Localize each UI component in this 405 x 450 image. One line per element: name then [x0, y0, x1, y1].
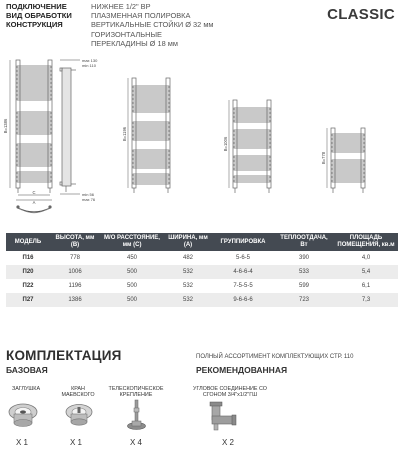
plug-image [6, 402, 40, 428]
item-qty-plug: Х 1 [16, 438, 29, 447]
table-row [6, 279, 398, 293]
front-drawing-p22 [128, 78, 170, 193]
cell-height: 778 [50, 251, 100, 265]
side-dim-top-min: min 110 [82, 63, 96, 68]
side-dim-bottom-max: max 76 [82, 197, 96, 202]
front-drawing-p16 [327, 128, 365, 193]
table-header-row [6, 233, 398, 251]
item-label-telescopic-bracket: ТЕЛЕСКОПИЧЕСКОЕ КРЕПЛЕНИЕ [108, 386, 164, 399]
col-model: МОДЕЛЬ [6, 233, 50, 251]
front-drawing-p20 [229, 100, 271, 193]
kit-full-range-note: ПОЛНЫЙ АССОРТИМЕНТ КОМПЛЕКТУЮЩИХ СТР. 110 [196, 354, 354, 360]
col-grouping: ГРУППИРОВКА [212, 233, 274, 251]
cell-width: 532 [164, 279, 212, 293]
cell-model: П16 [6, 251, 50, 265]
cell-room-area: 5,4 [334, 265, 398, 279]
cell-distance: 500 [100, 279, 164, 293]
side-view-drawing [60, 60, 80, 194]
dim-height-p16: B=778 [321, 151, 326, 165]
cell-distance: 500 [100, 293, 164, 307]
dim-height-main: B=1386 [3, 118, 8, 134]
cell-width: 532 [164, 265, 212, 279]
cell-grouping: 4-6-6-4 [212, 265, 274, 279]
dim-height-p20: B=1006 [223, 136, 228, 152]
cell-heat-output: 390 [274, 251, 334, 265]
value-construction-2: ГОРИЗОНТАЛЬНЫЕ [91, 29, 162, 39]
cell-room-area: 4,0 [334, 251, 398, 265]
cell-model: П27 [6, 293, 50, 307]
cell-height: 1196 [50, 279, 100, 293]
cell-room-area: 6,1 [334, 279, 398, 293]
col-height: ВЫСОТА, мм (B) [50, 233, 100, 251]
col-heat-output: ТЕПЛООТДАЧА, Вт [274, 233, 334, 251]
col-width: ШИРИНА, мм (A) [164, 233, 212, 251]
front-drawing-p27 [10, 60, 52, 213]
spec-values [91, 2, 214, 48]
col-distance: М/О РАССТОЯНИЕ, мм (C) [100, 233, 164, 251]
cell-width: 532 [164, 293, 212, 307]
cell-heat-output: 599 [274, 279, 334, 293]
kit-recommended-heading: РЕКОМЕНДОВАННАЯ [196, 365, 288, 375]
item-qty-mayevsky-valve: Х 1 [70, 438, 83, 447]
side-dim-top-max: max 130 [82, 58, 98, 63]
item-qty-angle-connector: Х 2 [222, 438, 235, 447]
technical-drawings [0, 56, 405, 226]
table-row [6, 251, 398, 265]
label-finish: ВИД ОБРАБОТКИ [6, 11, 72, 21]
table-row [6, 293, 398, 307]
value-connection: НИЖНЕЕ 1/2" ВР [91, 2, 151, 11]
dim-a: A [32, 200, 36, 205]
col-room-area: ПЛОЩАДЬ ПОМЕЩЕНИЯ, кв.м [334, 233, 398, 251]
spec-labels [6, 2, 72, 30]
table-row [6, 265, 398, 279]
cell-grouping: 7-5-5-5 [212, 279, 274, 293]
value-construction-3: ПЕРЕКЛАДИНЫ Ø 18 мм [91, 38, 178, 48]
value-finish: ПЛАЗМЕННАЯ ПОЛИРОВКА [91, 11, 191, 21]
cell-model: П22 [6, 279, 50, 293]
specification-table [6, 233, 398, 307]
kit-title: КОМПЛЕКТАЦИЯ [6, 348, 122, 363]
cell-room-area: 7,3 [334, 293, 398, 307]
cell-height: 1006 [50, 265, 100, 279]
kit-base-heading: БАЗОВАЯ [6, 365, 48, 375]
side-dim-bottom-min: min 56 [82, 192, 95, 197]
mayevsky-valve-image [62, 402, 96, 428]
cell-grouping: 9-6-6-6 [212, 293, 274, 307]
telescopic-bracket-image [124, 398, 148, 434]
cell-distance: 450 [100, 251, 164, 265]
angle-connector-image [206, 400, 242, 432]
item-label-plug: ЗАГЛУШКА [11, 386, 41, 392]
label-construction: КОНСТРУКЦИЯ [6, 20, 63, 30]
cell-height: 1386 [50, 293, 100, 307]
cell-grouping: 5-6-5 [212, 251, 274, 265]
cell-distance: 500 [100, 265, 164, 279]
item-label-mayevsky-valve: КРАН МАЕВСКОГО [61, 386, 95, 399]
dim-height-p22: B=1196 [122, 126, 127, 142]
item-qty-telescopic-bracket: Х 4 [130, 438, 143, 447]
product-title: CLASSIC [327, 6, 395, 23]
dim-c: C [32, 190, 36, 195]
cell-width: 482 [164, 251, 212, 265]
label-connection: ПОДКЛЮЧЕНИЕ [6, 2, 67, 11]
cell-model: П20 [6, 265, 50, 279]
item-label-angle-connector: УГЛОВОЕ СОЕДИНЕНИЕ СО СГОНОМ 3/4"х1/2"ГШ [193, 386, 267, 399]
cell-heat-output: 723 [274, 293, 334, 307]
cell-heat-output: 533 [274, 265, 334, 279]
value-construction-1: ВЕРТИКАЛЬНЫЕ СТОЙКИ Ø 32 мм [91, 20, 214, 30]
